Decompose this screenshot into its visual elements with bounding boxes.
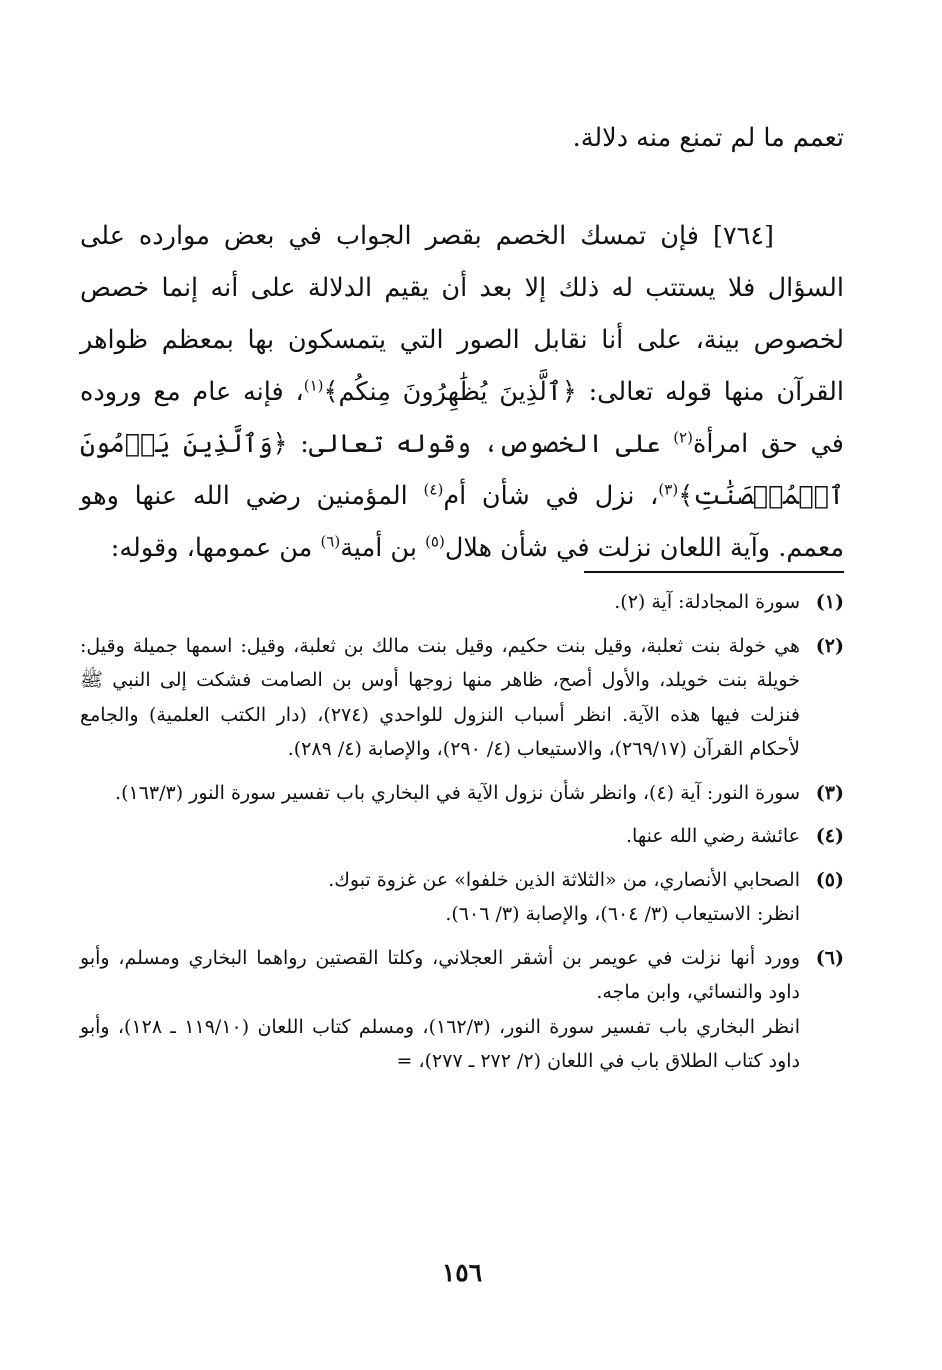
footnote-line: هي خولة بنت ثعلبة، وقيل بنت حكيم، وقيل بنت مالك بن ثعلبة، وقيل: اسمها جميلة وقيل: خويلة بنت خويلد، والأول أصح، ظاهر منها زوجها أوس بن الصامت فشكت إلى النبي ﷺ فنزلت فيها هذه الآية. انظر أسباب النزول للواحدي (٢٧٤)، (دار الكتب العلمية) والجامع لأحكام القرآن (٢٦٩/١٧)، والاستيعاب (٤/ ٢٩٠)، والإصابة (٤/ ٢٨٩).	[80, 634, 800, 760]
book-page	[80, 0, 844, 1370]
opening-line: تعمم ما لم تمنع منه دلالة.	[572, 123, 844, 153]
footnote-number: (٤)	[815, 825, 844, 847]
text-segment: على الخصوص، وقوله تعالى: ﴿وَٱلَّذِينَ يَرۡمُونَ ٱلۡمُحۡصَنَٰتِ﴾	[80, 429, 844, 511]
footnote-text	[80, 776, 800, 811]
footnote-text	[80, 941, 800, 1079]
footnote-text	[80, 863, 800, 932]
main-text	[80, 112, 844, 574]
footnotes	[80, 585, 844, 1088]
footnote-number: (٢)	[815, 634, 844, 657]
text-segment: [٧٦٤] فإن تمسك الخصم بقصر الجواب في بعض موارده على السؤال فلا يستتب له ذلك إلا بعد أن يقيم الدلالة على أنه إنما خصص لخصوص بينة، على أنا نقابل الصور التي يتمسكون بها بمعظم ظواهر القرآن منها قوله تعالى: ﴿ٱلَّذِينَ يُظَٰهِرُونَ مِنكُم﴾	[80, 221, 845, 407]
footnote-1	[80, 585, 844, 620]
text-segment: ، فإنه عام مع وروده في حق امرأة	[80, 377, 844, 459]
text-segment: ، نزل في شأن أم	[443, 481, 659, 511]
footnote-line: وورد أنها نزلت في عويمر بن أشقر العجلاني، وكلتا القصتين رواهما البخاري ومسلم، وأبو داود والنسائي، وابن ماجه.	[80, 946, 800, 1003]
footnote-2	[80, 629, 844, 767]
footnote-text	[80, 585, 800, 620]
footnote-line: انظر: الاستيعاب (٣/ ٦٠٤)، والإصابة (٣/ ٦٠٦).	[445, 903, 800, 925]
footnote-ref-1[interactable]: (١)	[303, 376, 324, 395]
footnote-number: (٣)	[815, 781, 844, 804]
footnote-text	[80, 629, 800, 767]
footnote-ref-5[interactable]: (٥)	[425, 532, 445, 551]
footnote-4	[80, 819, 844, 854]
footnote-6	[80, 941, 844, 1079]
footnote-ref-2[interactable]: (٢)	[673, 428, 693, 447]
footnote-ref-4[interactable]: (٤)	[423, 480, 444, 499]
footnote-number: (١)	[815, 591, 844, 613]
footnote-line: الصحابي الأنصاري، من «الثلاثة الذين خلفوا» عن غزوة تبوك.	[328, 868, 800, 891]
footnote-line: سورة النور: آية (٤)، وانظر شأن نزول الآية في البخاري باب تفسير سورة النور (١٦٣/٣).	[115, 781, 800, 804]
footnote-ref-6[interactable]: (٦)	[320, 532, 341, 551]
footnote-line: عائشة رضي الله عنها.	[625, 825, 800, 847]
page-number: ١٥٦	[441, 1258, 483, 1287]
paragraph-764	[80, 210, 844, 574]
footnote-number: (٥)	[815, 868, 844, 891]
footnote-line: سورة المجادلة: آية (٢).	[614, 591, 800, 613]
text-segment: بن أمية	[340, 533, 426, 563]
footnote-text	[80, 819, 800, 854]
text-segment: المؤمنين رضي الله عنها وهو معمم. وآية اللعان نزلت في شأن هلال	[80, 481, 844, 563]
text-segment: من عمومها، وقوله:	[110, 533, 321, 563]
footnote-line: انظر البخاري باب تفسير سورة النور، (١٦٢/٣)، ومسلم كتاب اللعان (١١٩/١٠ ـ ١٢٨)، وأبو داود كتاب الطلاق باب في اللعان (٢/ ٢٧٢ ـ ٢٧٧)، =	[80, 1015, 800, 1072]
footnote-5	[80, 863, 844, 932]
footnote-ref-3[interactable]: (٣)	[658, 480, 679, 499]
footnote-number: (٦)	[815, 946, 844, 969]
footnote-separator	[584, 571, 844, 573]
footnote-3	[80, 776, 844, 811]
